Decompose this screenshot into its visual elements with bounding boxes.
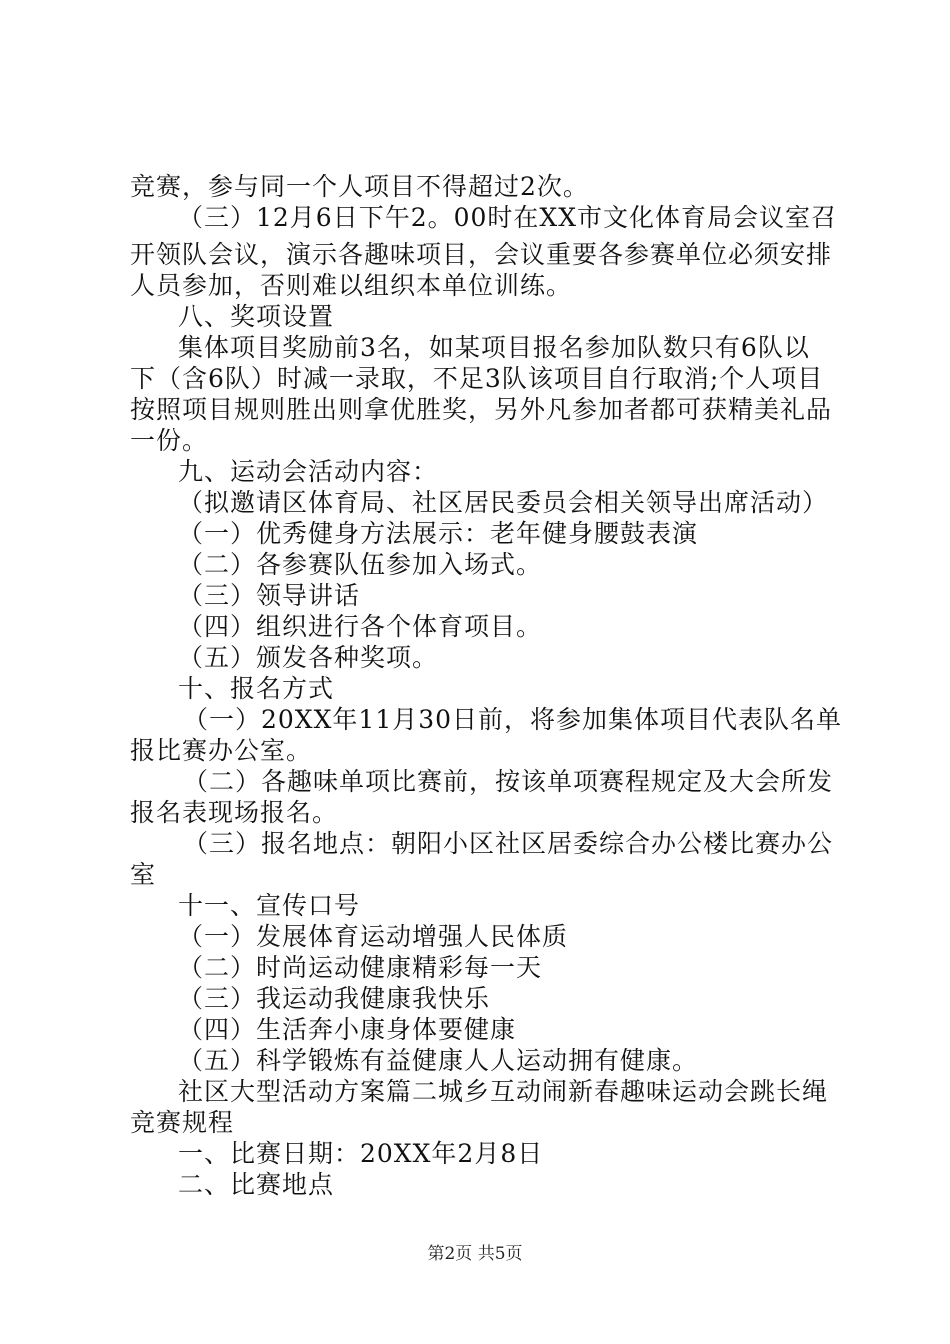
section-heading: 八、奖项设置 [178,302,335,331]
list-item: （三）领导讲话 [178,581,361,610]
section-heading: 十一、宣传口号 [178,891,361,920]
list-item: （五）科学锻炼有益健康人人运动拥有健康。 [178,1046,699,1075]
page-number-footer: 第2页 共5页 [427,1244,523,1264]
text-line: 竞赛规程 [130,1108,235,1137]
text-line: 报名表现场报名。 [130,798,339,827]
list-item: （二）时尚运动健康精彩每一天 [178,953,543,982]
text-line: 一份。 [130,426,209,455]
text-line: 竞赛，参与同一个人项目不得超过2次。 [130,172,589,201]
list-item: （一）20XX年11月30日前，将参加集体项目代表队名单 [183,705,843,734]
list-item: （二）各参赛队伍参加入场式。 [178,550,543,579]
text-line: 报比赛办公室。 [130,736,313,765]
text-line: 按照项目规则胜出则拿优胜奖，另外凡参加者都可获精美礼品 [130,395,833,424]
list-item: （五）颁发各种奖项。 [178,643,439,672]
text-line: 下（含6队）时减一录取，不足3队该项目自行取消;个人项目 [130,364,824,393]
text-line: 开领队会议，演示各趣味项目，会议重要各参赛单位必须安排 [130,240,833,269]
list-item: （一）优秀健身方法展示：老年健身腰鼓表演 [178,519,699,548]
list-item: （三）报名地点：朝阳小区社区居委综合办公楼比赛办公 [183,829,834,858]
text-line: 一、比赛日期：20XX年2月8日 [178,1139,544,1168]
text-line: （三）12月6日下午2。00时在XX市文化体育局会议室召 [178,203,838,232]
list-item: （四）生活奔小康身体要健康 [178,1015,517,1044]
list-item: （三）我运动我健康我快乐 [178,984,491,1013]
list-item: （一）发展体育运动增强人民体质 [178,922,569,951]
text-line: 室 [130,860,157,889]
text-line: 人员参加，否则难以组织本单位训练。 [130,271,573,300]
text-line: 集体项目奖励前3名，如某项目报名参加队数只有6队以 [178,333,810,362]
list-item: （四）组织进行各个体育项目。 [178,612,543,641]
section-heading: 十、报名方式 [178,674,335,703]
text-line: （拟邀请区体育局、社区居民委员会相关领导出席活动） [178,488,829,517]
list-item: （二）各趣味单项比赛前，按该单项赛程规定及大会所发 [183,767,834,796]
text-line: 二、比赛地点 [178,1170,335,1199]
text-line: 社区大型活动方案篇二城乡互动闹新春趣味运动会跳长绳 [178,1077,829,1106]
section-heading: 九、运动会活动内容： [178,457,439,486]
